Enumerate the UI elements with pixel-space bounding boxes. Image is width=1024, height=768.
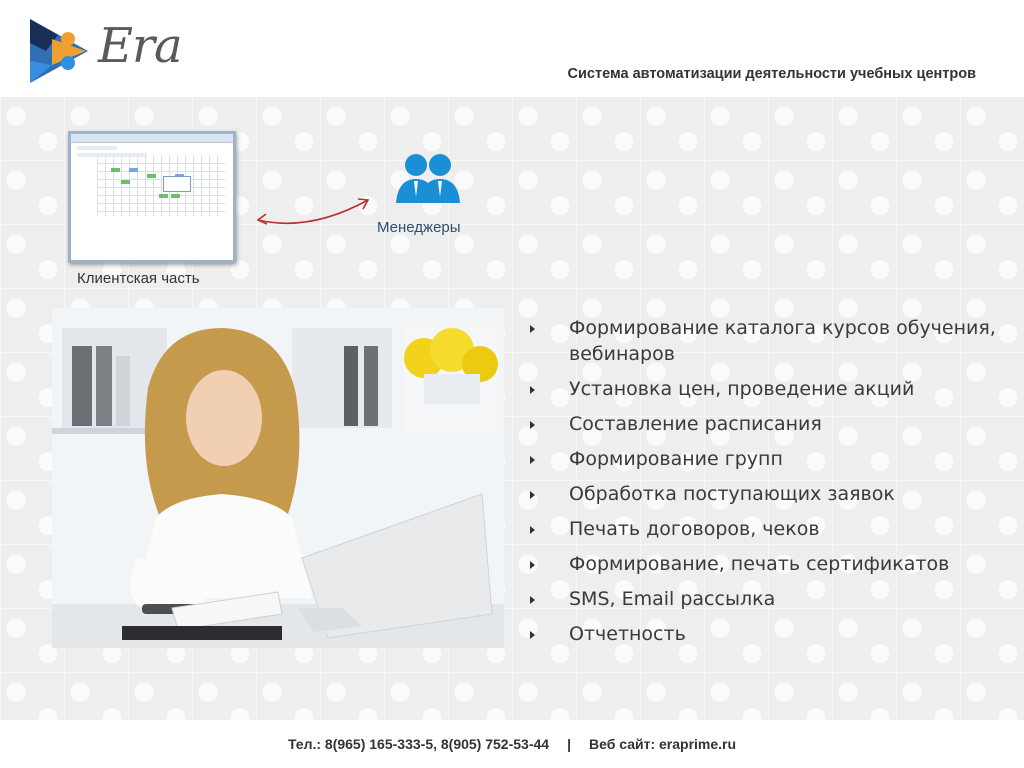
feature-item — [530, 551, 1000, 577]
footer-phone: Тел.: 8(965) 165-333-5, 8(905) 752-53-44 — [287, 736, 550, 752]
feature-text: Отчетность — [569, 623, 686, 645]
bullet-icon — [530, 596, 535, 604]
bullet-icon — [530, 456, 535, 464]
logo-text: Era — [98, 18, 182, 74]
feature-item — [530, 411, 1000, 437]
double-arrow-icon — [250, 192, 380, 232]
bullet-icon — [530, 386, 535, 394]
feature-item — [530, 446, 1000, 472]
feature-text: Печать договоров, чеков — [569, 518, 820, 540]
feature-item — [530, 621, 1000, 647]
feature-text: Формирование групп — [569, 448, 783, 470]
client-part-label: Клиентская часть — [77, 270, 200, 287]
bullet-icon — [530, 526, 535, 534]
office-worker-photo — [52, 308, 504, 648]
feature-item — [530, 516, 1000, 542]
managers-label: Менеджеры — [377, 219, 461, 236]
page-subtitle: Система автоматизации деятельности учебных центров — [567, 66, 976, 82]
feature-item — [530, 315, 1000, 367]
footer — [0, 720, 1024, 768]
feature-item — [530, 481, 1000, 507]
feature-text: SMS, Email рассылка — [569, 588, 776, 610]
feature-text: Формирование, печать сертификатов — [569, 553, 950, 575]
client-app-screenshot — [68, 131, 236, 263]
bullet-icon — [530, 325, 535, 333]
feature-text: Обработка поступающих заявок — [569, 483, 895, 505]
puzzle-logo-icon — [28, 17, 90, 85]
feature-item — [530, 586, 1000, 612]
feature-text: Формирование каталога курсов обучения, вебинаров — [569, 317, 996, 365]
feature-text: Установка цен, проведение акций — [569, 378, 915, 400]
header — [0, 0, 1024, 97]
bullet-icon — [530, 421, 535, 429]
footer-separator: | — [567, 736, 571, 752]
bullet-icon — [530, 561, 535, 569]
bullet-icon — [530, 491, 535, 499]
content-area — [0, 97, 1024, 720]
feature-text: Составление расписания — [569, 413, 822, 435]
managers-group-icon — [394, 151, 462, 205]
footer-website: Веб сайт: eraprime.ru — [589, 736, 737, 752]
features-list — [530, 315, 1000, 656]
feature-item — [530, 376, 1000, 402]
bullet-icon — [530, 631, 535, 639]
